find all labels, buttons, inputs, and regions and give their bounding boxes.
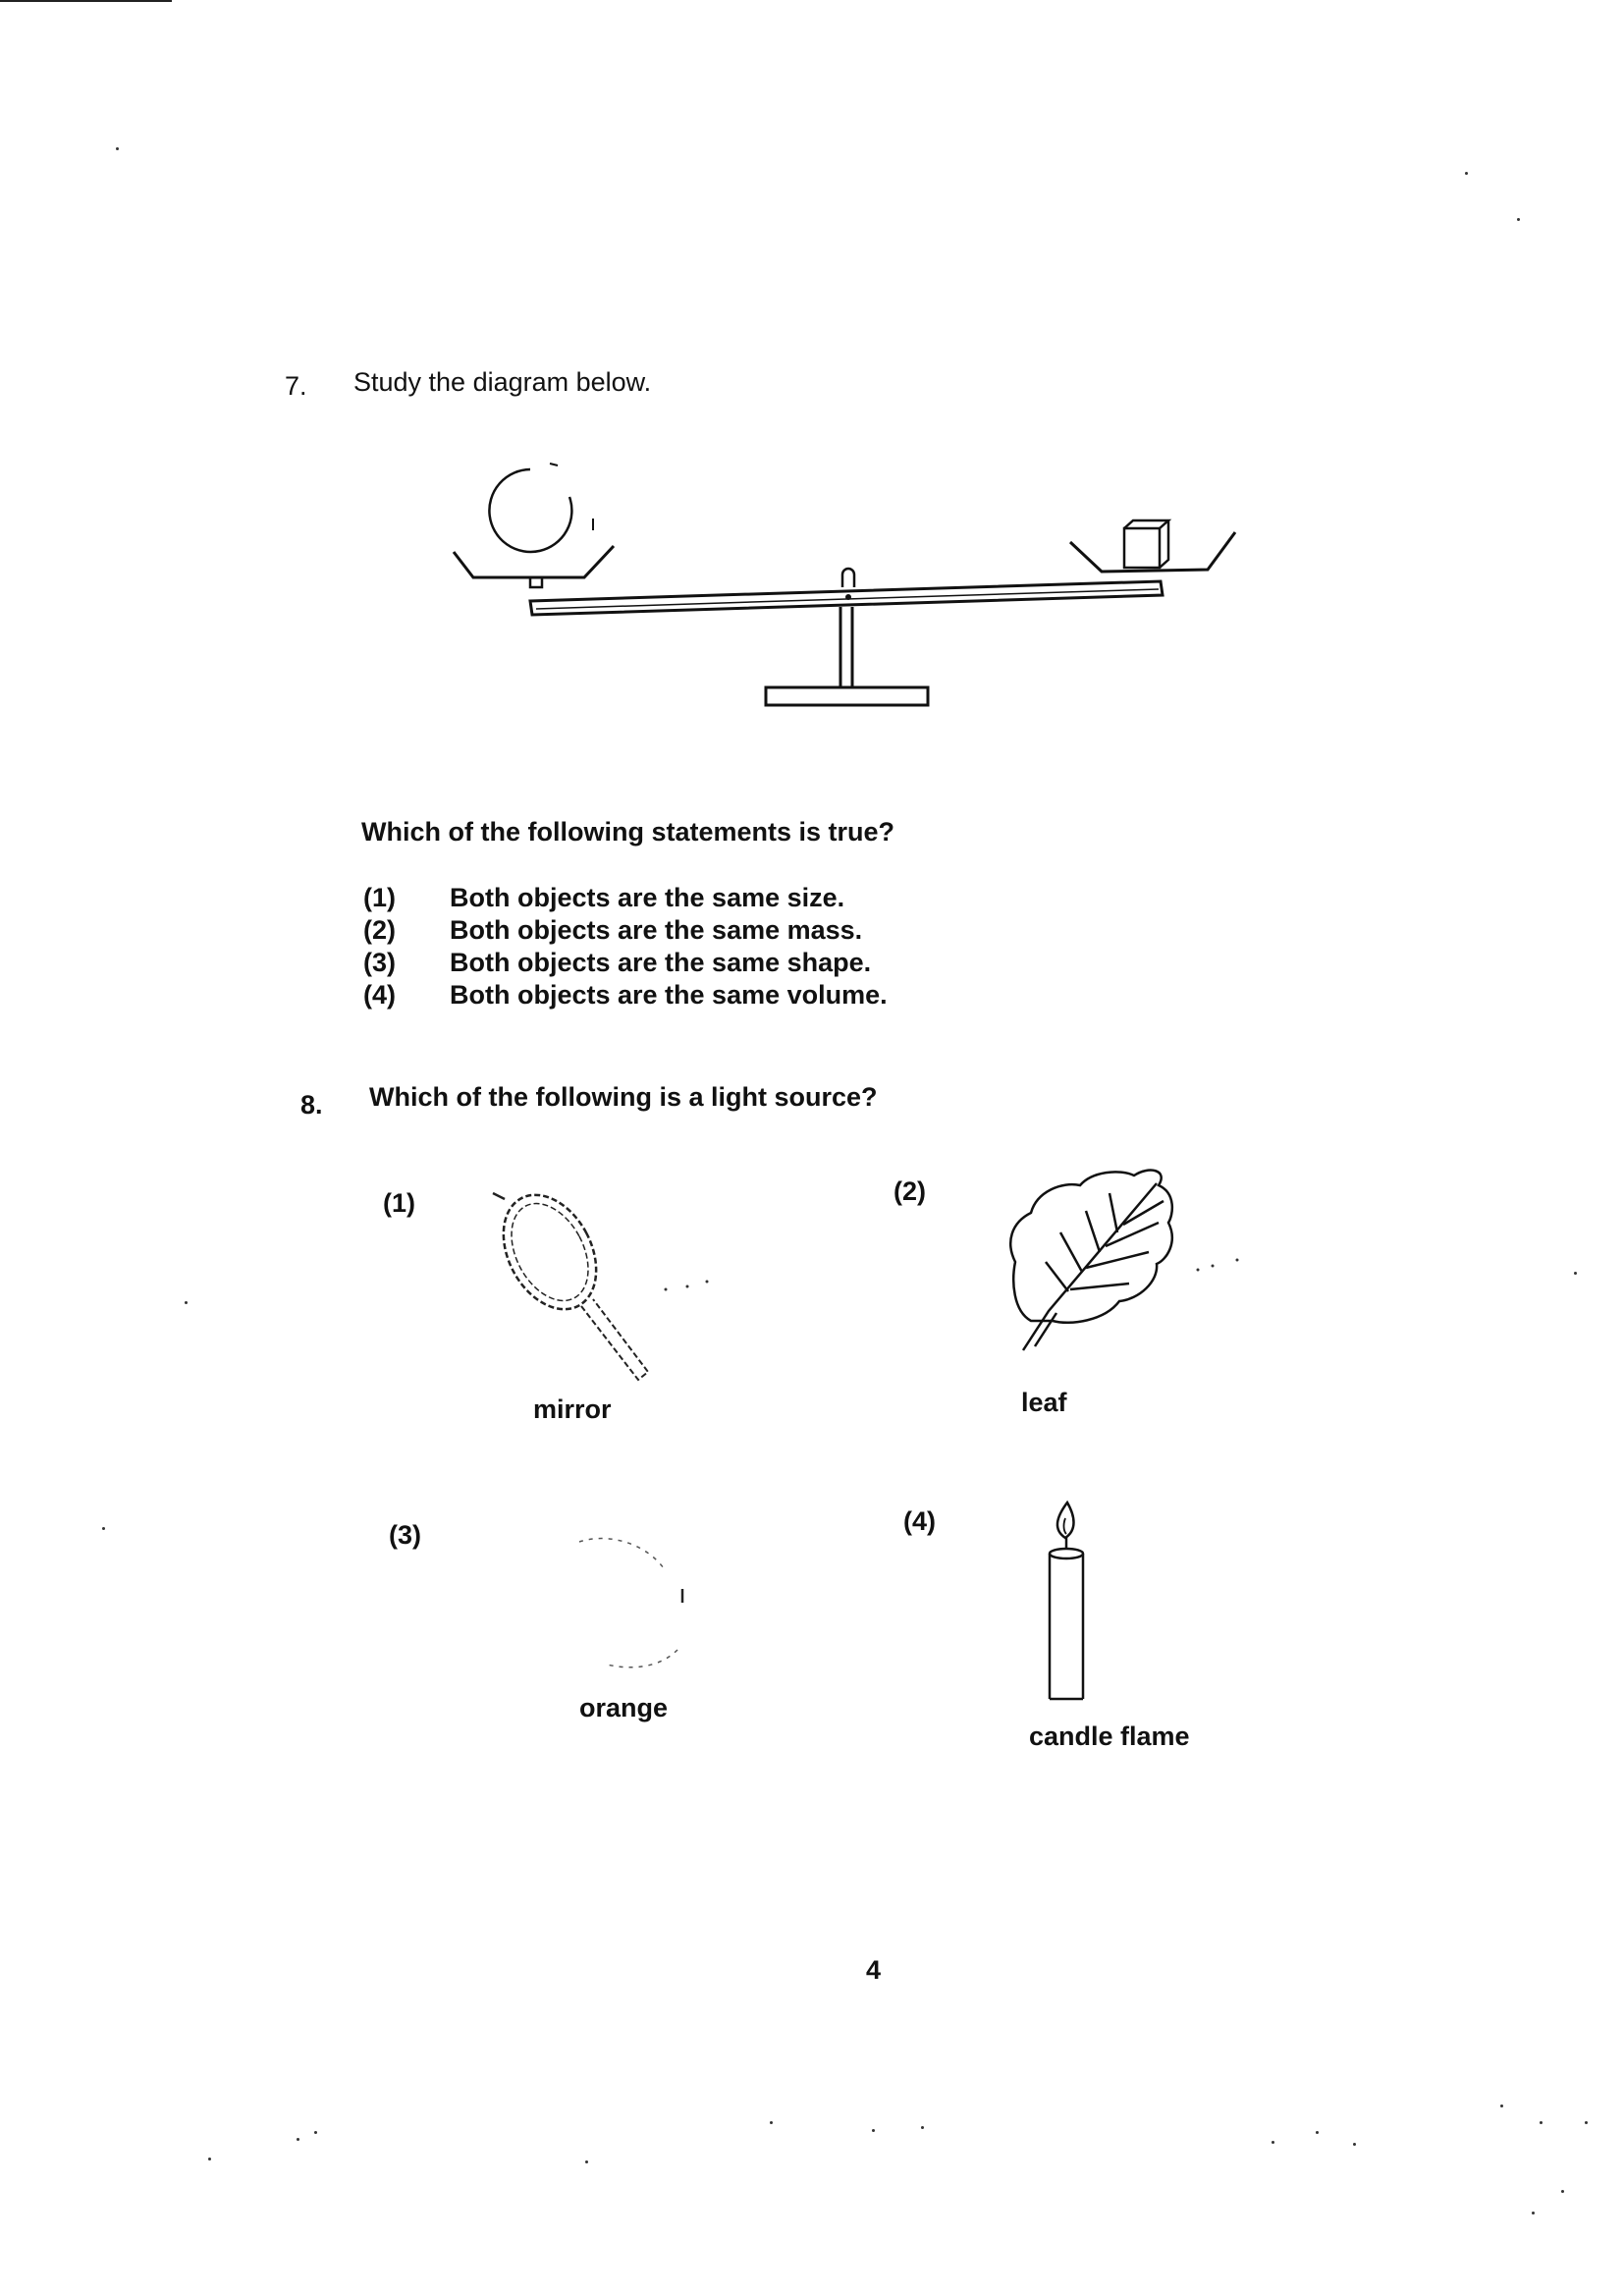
balance-scale-diagram xyxy=(432,452,1247,727)
option-number: (3) xyxy=(363,948,396,977)
q8-option-1-number[interactable]: (1) xyxy=(383,1188,415,1218)
candle-icon xyxy=(1036,1493,1124,1709)
leaf-icon xyxy=(1001,1164,1198,1365)
orange-icon xyxy=(550,1522,687,1679)
mirror-icon xyxy=(491,1183,707,1409)
q8-option-4-caption: candle flame xyxy=(1029,1722,1190,1751)
q8-option-3-number[interactable]: (3) xyxy=(389,1520,421,1550)
q7-prompt: Study the diagram below. xyxy=(353,367,652,397)
option-number: (2) xyxy=(363,915,396,945)
q8-option-1-caption: mirror xyxy=(533,1394,612,1424)
q7-option-3[interactable] xyxy=(363,947,888,979)
q8-question: Which of the following is a light source? xyxy=(369,1082,878,1112)
top-edge-line xyxy=(0,0,172,2)
option-text: Both objects are the same volume. xyxy=(450,980,888,1010)
page-number: 4 xyxy=(866,1955,882,1985)
q7-option-2[interactable] xyxy=(363,914,888,947)
q8-option-4-number[interactable]: (4) xyxy=(903,1506,936,1536)
option-text: Both objects are the same size. xyxy=(450,883,845,912)
q8-option-2-number[interactable]: (2) xyxy=(893,1176,926,1206)
ball-icon xyxy=(489,464,593,552)
q7-option-4[interactable] xyxy=(363,979,888,1011)
q7-question: Which of the following statements is true? xyxy=(361,817,895,847)
option-number: (1) xyxy=(363,883,396,912)
q7-number: 7. xyxy=(285,371,307,401)
q7-options-list xyxy=(363,882,888,1011)
option-number: (4) xyxy=(363,980,396,1010)
q8-number: 8. xyxy=(300,1090,323,1120)
q7-option-1[interactable] xyxy=(363,882,888,914)
cube-icon xyxy=(1124,520,1168,568)
q8-option-2-caption: leaf xyxy=(1021,1388,1067,1417)
option-text: Both objects are the same shape. xyxy=(450,948,872,977)
q8-option-3-caption: orange xyxy=(579,1693,669,1722)
option-text: Both objects are the same mass. xyxy=(450,915,863,945)
